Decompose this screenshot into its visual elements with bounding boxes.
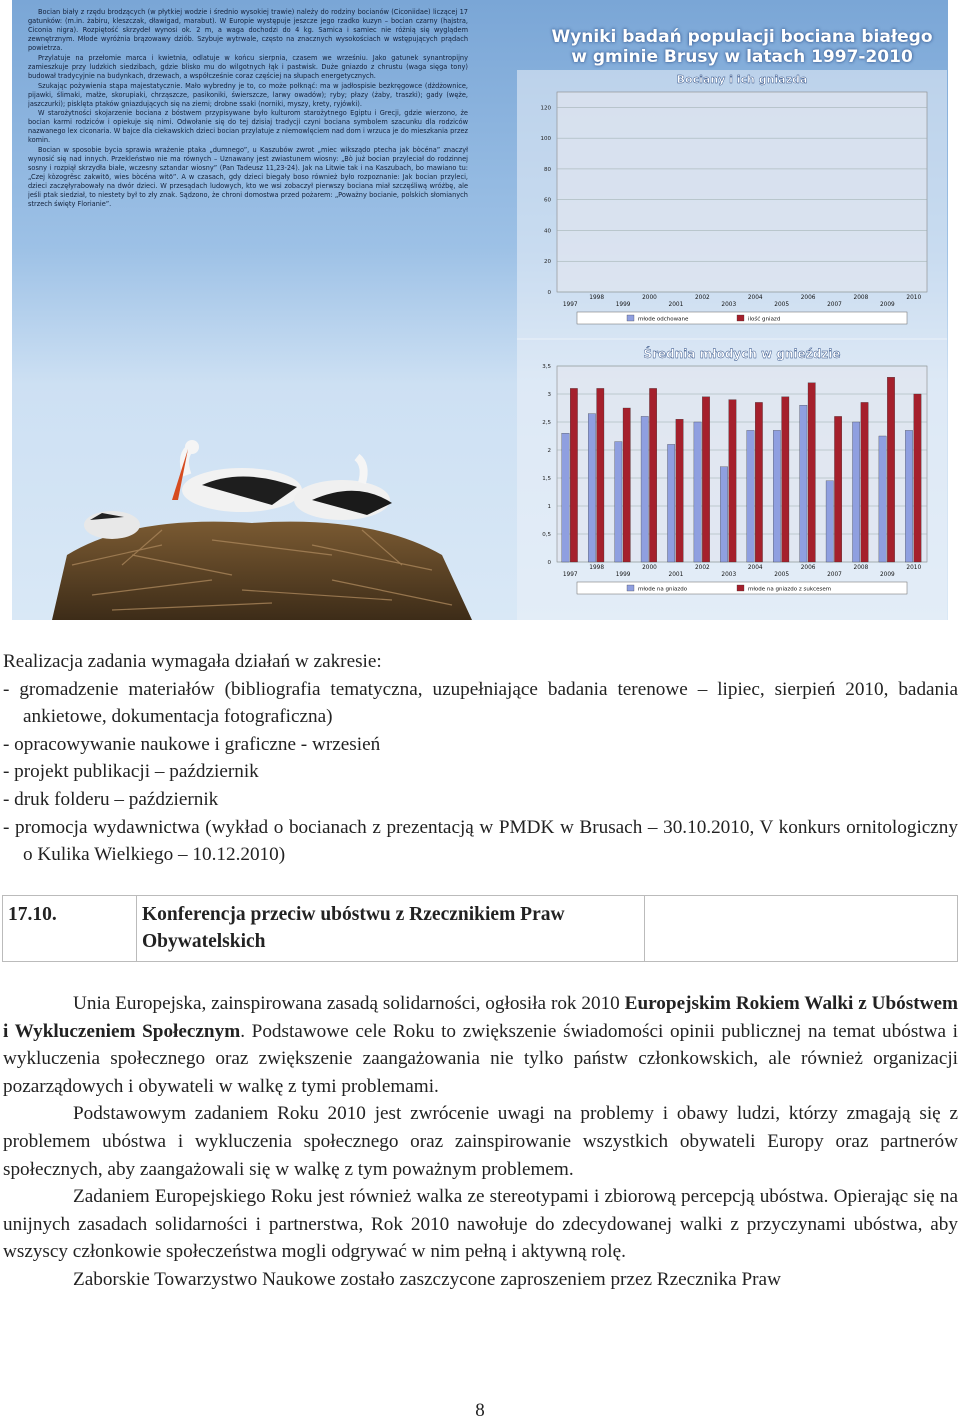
- bar: [623, 408, 630, 562]
- x-tick-label: 2002: [694, 565, 710, 571]
- bar: [729, 400, 736, 562]
- bar: [641, 416, 648, 562]
- task-item: - promocja wydawnictwa (wykład o bocianach z prezentacją w PMDK w Brusach – 30.10.2010, V konkurs ornitologiczny o Kulika Wielkiego – 10.12.2010): [3, 816, 958, 866]
- legend-swatch: [737, 315, 744, 321]
- legend-label: młode odchowane: [638, 316, 689, 323]
- y-tick-label: 1,5: [542, 476, 551, 482]
- x-tick-label: 2003: [721, 572, 737, 578]
- poster-title-line: Wyniki badań populacji bociana białego: [551, 27, 933, 47]
- chart-title: Bociany i ich gniazda: [676, 73, 808, 86]
- x-tick-label: 2010: [906, 295, 922, 301]
- x-tick-label: 1999: [615, 572, 631, 578]
- y-tick-label: 40: [544, 228, 551, 235]
- bar: [676, 419, 683, 562]
- article-bold-text: Europejskim Rokiem Walki z Ubóstwem i Wykluczeniem Społecznym: [3, 993, 958, 1042]
- x-tick-label: 2005: [774, 302, 790, 308]
- y-tick-label: 20: [544, 259, 551, 266]
- x-tick-label: 2006: [800, 295, 816, 301]
- legend-swatch: [627, 585, 634, 591]
- conference-table: [2, 895, 958, 962]
- x-tick-label: 1999: [615, 302, 631, 308]
- x-tick-label: 2001: [668, 302, 684, 308]
- bar: [649, 388, 656, 562]
- bar: [702, 397, 709, 562]
- bar: [834, 416, 841, 562]
- bar: [861, 402, 868, 562]
- poster-stork-text: [28, 8, 468, 403]
- stork-nest-photo: [12, 405, 532, 620]
- article-paragraph: Podstawowym zadaniem Roku 2010 jest zwrócenie uwagi na problemy i obawy ludzi, którzy zmagają się z problemem ubóstwa i wykluczenia społecznego oraz zainspirowanie wszystkich obywateli Europy oraz partnerów społecznych, aby zaangażowali się w walkę z tym poważnym problemem.: [3, 1103, 958, 1180]
- y-tick-label: 3,5: [542, 364, 551, 370]
- x-tick-label: 2009: [879, 572, 895, 578]
- poster-title: [542, 28, 942, 67]
- y-tick-label: 2,5: [542, 420, 551, 426]
- bar: [747, 430, 754, 562]
- bar: [808, 383, 815, 562]
- y-tick-label: 80: [544, 166, 551, 173]
- task-list: [3, 648, 958, 869]
- bar: [588, 414, 595, 562]
- conference-date: 17.10.: [3, 896, 137, 962]
- x-tick-label: 2003: [721, 302, 737, 308]
- bar: [615, 442, 622, 562]
- y-tick-label: 1: [547, 504, 551, 510]
- poster-paragraph: Szukając pożywienia stąpa majestatycznie. Mało wybredny je to, co może połknąć: ma w jadłospisie bezkręgowce (dżdżownice, pijawki, ślimaki, małże, skorupiaki, chrząszcze, pasikoniki, świerszcze, larwy owadów); ryby; płazy (żaby, traszki); gady (węże, jaszczurki); pisklęta ptaków gniazdujących się na ziemi; drobne ssaki (norniki, myszy, krety, ryjówki).: [28, 81, 468, 108]
- x-tick-label: 1997: [562, 302, 578, 308]
- legend-label: młode na gniazdo: [638, 586, 688, 593]
- task-item: - gromadzenie materiałów (bibliografia tematyczna, uzupełniające badania terenowe – lipiec, sierpień 2010, badania ankietowe, dokumentacja fotograficzna): [3, 678, 958, 728]
- poster-title-line: w gminie Brusy w latach 1997-2010: [571, 46, 913, 67]
- bar: [852, 422, 859, 562]
- y-tick-label: 60: [544, 197, 551, 204]
- x-tick-label: 1998: [589, 565, 605, 571]
- article-paragraph: Zaborskie Towarzystwo Naukowe zostało zaszczycone zaproszeniem przez Rzecznika Praw: [73, 1268, 781, 1290]
- y-tick-label: 0: [547, 560, 551, 566]
- plot-area: [557, 92, 927, 292]
- bar: [879, 436, 886, 562]
- bar: [782, 397, 789, 562]
- y-tick-label: 2: [547, 448, 551, 454]
- x-tick-label: 2005: [774, 572, 790, 578]
- x-tick-label: 2007: [827, 302, 842, 308]
- bar: [800, 405, 807, 562]
- chart-storks-nests: [517, 70, 947, 340]
- task-intro: Realizacja zadania wymagała działań w zakresie:: [3, 651, 382, 672]
- x-tick-label: 2008: [853, 565, 869, 571]
- legend-label: ilość gniazd: [748, 316, 781, 323]
- x-tick-label: 2000: [642, 565, 657, 571]
- y-tick-label: 100: [540, 136, 551, 143]
- bar: [905, 430, 912, 562]
- bar: [755, 402, 762, 562]
- bar: [562, 433, 569, 562]
- task-item: - opracowywanie naukowe i graficzne - wrzesień: [3, 733, 381, 755]
- legend-label: młode na gniazdo z sukcesem: [748, 586, 832, 593]
- chart-storks-nests-panel: [517, 70, 947, 340]
- bar: [694, 422, 701, 562]
- article-paragraph: Zadaniem Europejskiego Roku jest również walka ze stereotypami i zbiorową percepcją ubóstwa. Opierając się na unijnych zasadach solidarności i partnerstwa, Rok 2010 nawołuje do zdecydowanej walki z przyczynami ubóstwa, aby wszyscy członkowie społeczeństwa mogli odgrywać w nim pełną i aktywną rolę.: [3, 1186, 958, 1263]
- x-tick-label: 2000: [642, 295, 657, 301]
- bar: [597, 388, 604, 562]
- legend-swatch: [627, 315, 634, 321]
- y-tick-label: 120: [540, 105, 551, 112]
- x-tick-label: 1997: [562, 572, 578, 578]
- x-tick-label: 2008: [853, 295, 869, 301]
- task-item: - druk folderu – październik: [3, 788, 219, 810]
- y-tick-label: 0: [547, 290, 551, 296]
- chart-avg-young: [517, 338, 947, 620]
- poster-paragraph: W starożytności skojarzenie bociana z bóstwem przypisywane było kulturom starożytnego Egiptu i Grecji, gdzie wierzono, że bocian karmi rodziców i opiekuje się nimi. Odwołanie się do tej dzisiaj tradycji czyni bociana symbolem szacunku dla rodziców nazwanego lex ciconaria. W bajce dla ciekawskich dzieci bocian przylatuje z niemowlęciem nad dom i wrzuca je do mieszkania przez komin.: [28, 109, 468, 145]
- bar: [914, 394, 921, 562]
- chart-avg-young-panel: [517, 338, 947, 620]
- table-row: [3, 896, 958, 962]
- article-text: . Podstawowe cele Roku to zwiększenie świadomości opinii publicznej na temat ubóstwa i wykluczenia społecznego oraz zwiększenie zaangażowania nie tylko państw członkowskich, ale również organizacji pozarządowych i obywateli w walkę z tymi problemami.: [3, 1020, 959, 1097]
- legend-swatch: [737, 585, 744, 591]
- y-tick-label: 0,5: [542, 532, 551, 538]
- chart-title: Średnia młodych w gnieździe: [643, 347, 841, 361]
- y-tick-label: 3: [547, 392, 551, 398]
- bar: [720, 467, 727, 562]
- bar: [826, 481, 833, 562]
- poster-image: [12, 0, 948, 620]
- article-text: Unia Europejska, zainspirowana zasadą solidarności, ogłosiła rok 2010: [73, 993, 625, 1014]
- x-tick-label: 2001: [668, 572, 684, 578]
- x-tick-label: 2004: [747, 295, 763, 301]
- bar: [773, 430, 780, 562]
- x-tick-label: 2010: [906, 565, 922, 571]
- x-tick-label: 2006: [800, 565, 816, 571]
- bar: [570, 388, 577, 562]
- plot-area: [557, 366, 927, 562]
- x-tick-label: 2002: [694, 295, 710, 301]
- poster-paragraph: Bocian w sposobie bycia sprawia wrażenie ptaka „dumnego”, u Kaszubów zwrot „miec wiksządo ptecha jak bòcéna” znaczył wynosić się nad innych. Przekleństwo nie ma równych – Uznawany jest zwiastunem wiosny: „Bò już bocian przyleciał do rodzinnej sosny i rozpiął skrzydła białe, wczesny sztandar wiosny” (Pan Tadeusz 11,23-24). Jak na Litwie tak i na Kaszubach, bo mawiano tu: „Czej kòzogrësc zakwitō, wies bòcéna witō”. A w czasach, gdy dzieci biegały boso również było rozpoznanie: Jak bocian przyleci, dzieci zaczęłyrabowały na dwór dzieci. W przesądach ludowych, kto we wsi zobaczył pierwszy bociana miał szczęśliwą wróżbę, ale jeśli ptak siedział, to niestety był to zły znak. Sądzono, że chroni domostwa przed pożarem: „Poważny bocianie, polskich słomianych strzech święty Florianie”.: [28, 146, 468, 209]
- bar: [667, 444, 674, 562]
- poster-paragraph: Przylatuje na przełomie marca i kwietnia, odlatuje w końcu sierpnia, czasem we wrześniu. Jako gatunek synantropijny zamieszkuje przy ludzkich siedzibach, gdzie blisko mu do wilgotnych łąk i pastwisk. Duże gniazdo z chrustu (waga sięga tony) budował tradycyjnie na budynkach, drzewach, a współcześnie coraz częściej na słupach energetycznych.: [28, 53, 468, 80]
- x-tick-label: 2009: [879, 302, 895, 308]
- x-tick-label: 2007: [827, 572, 842, 578]
- conference-extra: [645, 896, 958, 962]
- conference-title: Konferencja przeciw ubóstwu z Rzecznikiem Praw Obywatelskich: [137, 896, 645, 962]
- task-item: - projekt publikacji – październik: [3, 761, 259, 783]
- x-tick-label: 1998: [589, 295, 605, 301]
- article-body: [3, 990, 958, 1294]
- poster-paragraph: Bocian biały z rzędu brodzących (w płytkiej wodzie i średnio wysokiej trawie) należy do rodziny bocianów (Ciconiidae) liczącej 17 gatunków: (m.in. żabiru, kleszczak, dławigad, marabut). W Europie występuje jeszcze jego rzadko kuzyn – bocian czarny (hajstra, Ciconia nigra). Rozpiętość skrzydeł wynosi ok. 2 m, a waga dochodzi do 4 kg. Samica i samiec nie różnią się wyglądem zewnętrznym. Młode wyróżnia brązowawy dziób. Szybuje wytrwale, często na znacznych wysokościach w wstępujących prądach powietrza.: [28, 8, 468, 52]
- x-tick-label: 2004: [747, 565, 763, 571]
- article-paragraph: [3, 990, 958, 1100]
- page-number: 8: [475, 1400, 485, 1421]
- bar: [887, 377, 894, 562]
